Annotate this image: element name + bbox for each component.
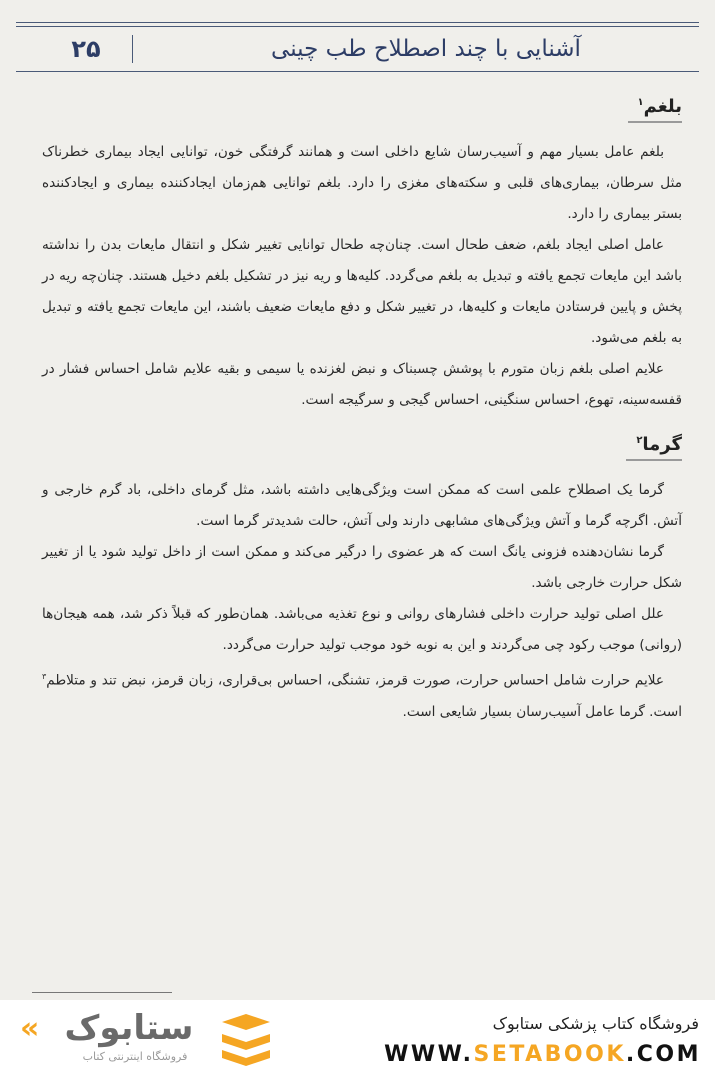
store-name: فروشگاه کتاب پزشکی ستابوک — [492, 1014, 699, 1033]
section-heat — [42, 434, 682, 728]
footnote-rule — [32, 992, 172, 993]
section-heading: گرما$^۲$ — [626, 434, 682, 461]
book-stack-icon — [220, 1012, 272, 1070]
section-phlegm — [42, 96, 682, 416]
paragraph: بلغم عامل بسیار مهم و آسیب‌رسان شایع داخلی است و همانند گرفتگی خون، توانایی ایجاد بیماری خطرناک مثل سرطان، بیماری‌های قلبی و سکته‌های مغزی را دارد. بلغم توانایی هم‌زمان ایجادکننده بیماری و ایجادکننده بستر بیماری را دارد. — [42, 144, 682, 222]
paragraph: گرما یک اصطلاح علمی است که ممکن است ویژگی‌هایی داشته باشد، مثل گرمای داخلی، باد گرم خارجی و آتش. اگرچه گرما و آتش ویژگی‌های مشابهی دارند ولی آتش، حالت شدیدتر گرما است. — [42, 482, 682, 529]
url-brand: SETABOOK — [473, 1042, 626, 1067]
chapter-title: آشنایی با چند اصطلاح طب چینی — [271, 36, 581, 62]
running-header — [16, 26, 699, 72]
section-heading: بلغم$^۱$ — [628, 96, 683, 123]
store-url-link[interactable]: WWW.SETABOOK.COM — [384, 1042, 701, 1067]
store-footer-banner — [0, 1000, 715, 1080]
footnote-marker: ۱ — [637, 97, 644, 108]
paragraph: گرما نشان‌دهنده فزونی یانگ است که هر عضوی را درگیر می‌کند و ممکن است از داخل تولید شود یا از تغییر شکل حرارت خارجی باشد. — [42, 544, 682, 591]
paragraph: علایم اصلی بلغم زبان متورم با پوشش چسبناک و نبض لغزنده یا سیمی و بقیه علایم شامل احساس فشار در قفسه‌سینه، تهوع، احساس سنگینی، احساس گیجی و سرگیجه است. — [42, 361, 682, 408]
logo-subtitle: فروشگاه اینترنتی کتاب — [82, 1050, 188, 1063]
paragraph: علل اصلی تولید حرارت داخلی فشارهای روانی و نوع تغذیه می‌باشد. همان‌طور که قبلاً ذکر شد، همه هیجان‌ها (روانی) موجب رکود چی می‌گردند و این به نوبه خود موجب تولید حرارت می‌گردد. — [42, 606, 682, 653]
page-number: ۲۵ — [71, 35, 101, 63]
top-rule — [16, 22, 699, 23]
header-divider — [132, 35, 133, 63]
footnote-marker: ۲ — [636, 435, 643, 446]
footnote-marker: ۳ — [42, 672, 47, 681]
logo-arrows-icon: « — [20, 1011, 40, 1046]
page-content — [42, 96, 682, 728]
paragraph: عامل اصلی ایجاد بلغم، ضعف طحال است. چنان‌چه طحال توانایی تغییر شکل و انتقال مایعات بدن را نداشته باشد این مایعات تجمع یافته و تبدیل به بلغم می‌گردد. کلیه‌ها و ریه نیز در تشکیل بلغم دخیل هستند. چنان‌چه ریه در پخش و پایین فرستادن مایعات و کلیه‌ها، در تغییر شکل و دفع مایعات ضعیف باشند، این مایعات تجمع یافته و تبدیل به بلغم می‌شود. — [42, 237, 682, 346]
store-logo[interactable] — [20, 1008, 280, 1072]
logo-wordmark: ستابوک — [64, 1008, 194, 1048]
paragraph: علایم حرارت شامل احساس حرارت، صورت قرمز، تشنگی، احساس بی‌قراری، زبان قرمز، نبض تند و متلاطم$^۳$ است. گرما عامل آسیب‌رسان بسیار شایعی است. — [42, 672, 682, 720]
